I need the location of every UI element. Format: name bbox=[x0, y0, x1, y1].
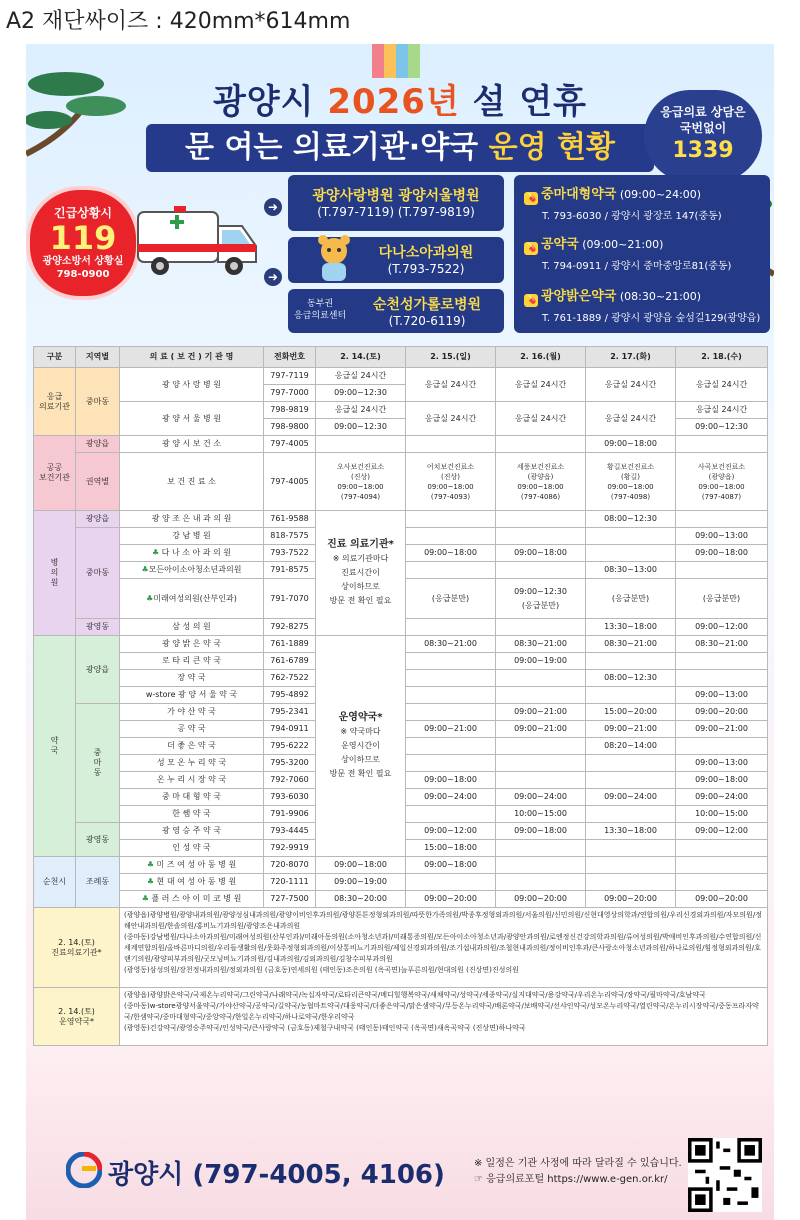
hours-cell bbox=[676, 670, 768, 687]
phone-cell: 792-7060 bbox=[264, 772, 316, 789]
pharmacy-highlight-box bbox=[514, 175, 770, 333]
poster bbox=[26, 44, 774, 1220]
table-header-row bbox=[34, 347, 768, 368]
clover-icon: ♣ bbox=[141, 565, 149, 574]
region-cell: 광양읍 bbox=[76, 636, 120, 704]
table-row bbox=[34, 857, 768, 874]
hours-cell: (응급분만) bbox=[586, 579, 676, 619]
header-cell: 2. 14.(토) bbox=[316, 347, 406, 368]
header-cell: 구분 bbox=[34, 347, 76, 368]
hours-cell: 09:00~18:00 bbox=[676, 545, 768, 562]
hours-cell: 응급실 24시간 bbox=[676, 368, 768, 402]
hours-cell: 13:30~18:00 bbox=[586, 823, 676, 840]
phone-cell: 762-7522 bbox=[264, 670, 316, 687]
hours-cell bbox=[586, 687, 676, 704]
hours-cell bbox=[496, 436, 586, 453]
pharmacy-item: 💊 광양밝은약국 (08:30~21:00) T. 761-1889 / 광양시 광양읍 숲섬길129(광양읍) bbox=[525, 289, 761, 324]
institution-name: ♣ 플 러 스 아 이 미 코 병 원 bbox=[120, 891, 264, 908]
hours-cell: 사곡보건진료소 (광양읍) 09:00~18:00 (797-4087) bbox=[676, 453, 768, 511]
pharmacy-item: 💊 공약국 (09:00~21:00) T. 794-0911 / 광양시 중마중앙로81(중동) bbox=[525, 237, 732, 272]
institution-name: 광 양 밝 은 약 국 bbox=[120, 636, 264, 653]
emergency-119-badge: 긴급상황시 119 광양소방서 상황실 798-0900 bbox=[26, 186, 140, 300]
institution-name: 광 양 서 울 병 원 bbox=[120, 402, 264, 436]
ribbon-decoration bbox=[396, 44, 408, 78]
phone-cell: 791-8575 bbox=[264, 562, 316, 579]
hours-cell: 09:00~21:00 bbox=[406, 721, 496, 738]
hours-cell bbox=[676, 738, 768, 755]
hours-cell: 09:00~24:00 bbox=[496, 789, 586, 806]
note-label: 2. 14.(토) 운영약국* bbox=[34, 988, 120, 1046]
hours-cell bbox=[676, 653, 768, 670]
phone-cell: 761-1889 bbox=[264, 636, 316, 653]
table-row bbox=[34, 908, 768, 988]
hours-cell: 10:00~15:00 bbox=[676, 806, 768, 823]
phone-cell: 797-4005 bbox=[264, 436, 316, 453]
institution-name: ♣모든아이소아청소년과의원 bbox=[120, 562, 264, 579]
hours-cell bbox=[316, 436, 406, 453]
hours-cell: 09:00~21:00 bbox=[586, 721, 676, 738]
regional-prefix: 동부권 bbox=[307, 299, 334, 309]
hours-cell: 09:00~20:00 bbox=[676, 704, 768, 721]
hours-cell: 10:00~15:00 bbox=[496, 806, 586, 823]
pill-icon: 💊 bbox=[525, 193, 537, 203]
institution-name: 광 양 사 랑 병 원 bbox=[120, 368, 264, 402]
institution-name: 온 누 리 시 장 약 국 bbox=[120, 772, 264, 789]
hours-cell: 09:00~12:00 bbox=[676, 619, 768, 636]
bear-mascot-icon bbox=[314, 235, 354, 283]
table-row bbox=[34, 402, 768, 419]
hours-cell bbox=[676, 840, 768, 857]
hours-cell bbox=[406, 806, 496, 823]
hours-cell: 09:00~19:00 bbox=[316, 874, 406, 891]
pill-icon: 💊 bbox=[525, 243, 537, 253]
hours-cell bbox=[406, 653, 496, 670]
hours-cell: 09:00~13:00 bbox=[676, 755, 768, 772]
hospital-box-regional-center: 동부권 응급의료센터 순천성가롤로병원 (T.720-6119) bbox=[288, 289, 504, 333]
hours-cell bbox=[586, 528, 676, 545]
hours-cell bbox=[496, 562, 586, 579]
hours-cell bbox=[496, 528, 586, 545]
phone-cell: 791-7070 bbox=[264, 579, 316, 619]
clover-icon: ♣ bbox=[146, 877, 154, 886]
hours-cell: (응급분만) bbox=[406, 579, 496, 619]
table-row bbox=[34, 874, 768, 891]
institution-name: 장 약 국 bbox=[120, 670, 264, 687]
ambulance-icon bbox=[134, 204, 260, 280]
hours-cell bbox=[406, 687, 496, 704]
hours-cell: 08:00~12:30 bbox=[586, 511, 676, 528]
group-cell: 병 의 원 bbox=[34, 511, 76, 636]
table-row bbox=[34, 891, 768, 908]
group-cell: 공공 보건기관 bbox=[34, 436, 76, 511]
note-label: 2. 14.(토) 진료의료기관* bbox=[34, 908, 120, 988]
phone-cell: 798-9800 bbox=[264, 419, 316, 436]
institution-name: 광 양 조 은 내 과 의 원 bbox=[120, 511, 264, 528]
hours-cell: 09:00~20:00 bbox=[586, 891, 676, 908]
hours-cell: 08:30~20:00 bbox=[316, 891, 406, 908]
hospital-box-emergency: 광양사랑병원 광양서울병원 (T.797-7119) (T.797-9819) bbox=[288, 175, 504, 231]
clover-icon: ♣ bbox=[146, 860, 154, 869]
hours-cell: 오사보건진료소 (진상) 09:00~18:00 (797-4094) bbox=[316, 453, 406, 511]
pill-icon: 💊 bbox=[525, 295, 537, 305]
hours-cell: 08:20~14:00 bbox=[586, 738, 676, 755]
hours-cell: 응급실 24시간 bbox=[406, 402, 496, 436]
hours-cell bbox=[406, 562, 496, 579]
hospital-notice-cell bbox=[316, 511, 406, 636]
hours-cell bbox=[586, 545, 676, 562]
institution-name: 더 좋 은 약 국 bbox=[120, 738, 264, 755]
hours-cell: 09:00~24:00 bbox=[586, 789, 676, 806]
hours-cell bbox=[676, 511, 768, 528]
region-cell: 광영동 bbox=[76, 619, 120, 636]
hours-cell: 09:00~20:00 bbox=[676, 891, 768, 908]
phone-cell: 797-4005 bbox=[264, 453, 316, 511]
hours-cell: 09:00~18:00 bbox=[316, 857, 406, 874]
header-cell: 지역별 bbox=[76, 347, 120, 368]
hours-cell: 09:00~18:00 bbox=[496, 545, 586, 562]
hours-cell bbox=[496, 840, 586, 857]
hours-cell: 응급실 24시간 bbox=[406, 368, 496, 402]
group-cell: 순천시 bbox=[34, 857, 76, 908]
hours-cell: 09:00~12:30 bbox=[316, 385, 406, 402]
institution-name: 광 양 시 보 건 소 bbox=[120, 436, 264, 453]
hours-cell: 09:00~21:00 bbox=[496, 721, 586, 738]
region-cell: 중마동 bbox=[76, 528, 120, 619]
hours-cell: 09:00~18:00 bbox=[496, 823, 586, 840]
footer-contact: 광양시 (797-4005, 4106) bbox=[108, 1160, 445, 1190]
phone-cell: 793-6030 bbox=[264, 789, 316, 806]
phone-cell: 793-7522 bbox=[264, 545, 316, 562]
group-cell: 응급 의료기관 bbox=[34, 368, 76, 436]
hours-cell bbox=[496, 511, 586, 528]
pharmacy-item: 💊 중마대형약국 (09:00~24:00) T. 793-6030 / 광양시 광장로 147(중동) bbox=[525, 187, 722, 222]
main-title: 광양시 2026년 설 연휴 bbox=[212, 82, 588, 122]
hours-cell: 13:30~18:00 bbox=[586, 619, 676, 636]
hours-cell: 09:00~12:00 bbox=[406, 823, 496, 840]
table-row bbox=[34, 636, 768, 653]
hours-cell bbox=[496, 687, 586, 704]
arrow-right-icon: ➜ bbox=[264, 198, 282, 216]
hours-cell bbox=[676, 874, 768, 891]
hours-cell bbox=[406, 511, 496, 528]
region-cell: 조례동 bbox=[76, 857, 120, 908]
hours-cell: (응급분만) bbox=[676, 579, 768, 619]
hours-cell bbox=[406, 619, 496, 636]
institution-name: 광 영 승 주 약 국 bbox=[120, 823, 264, 840]
hours-cell: 15:00~20:00 bbox=[586, 704, 676, 721]
hours-cell bbox=[586, 857, 676, 874]
header-cell: 2. 16.(월) bbox=[496, 347, 586, 368]
phone-cell: 792-8275 bbox=[264, 619, 316, 636]
hours-cell bbox=[586, 772, 676, 789]
hours-cell: 09:00~19:00 bbox=[496, 653, 586, 670]
institution-name: 강 남 병 원 bbox=[120, 528, 264, 545]
table-row bbox=[34, 988, 768, 1046]
institution-name: 보 건 진 료 소 bbox=[120, 453, 264, 511]
table-row bbox=[34, 368, 768, 385]
hours-cell: 응급실 24시간 bbox=[496, 368, 586, 402]
region-cell: 중마동 bbox=[76, 368, 120, 436]
hours-cell: 응급실 24시간 bbox=[586, 402, 676, 436]
hours-cell bbox=[586, 653, 676, 670]
hours-cell: 응급실 24시간 bbox=[586, 368, 676, 402]
hours-cell bbox=[406, 670, 496, 687]
phone-cell: 795-3200 bbox=[264, 755, 316, 772]
phone-cell: 798-9819 bbox=[264, 402, 316, 419]
clover-icon: ♣ bbox=[151, 548, 160, 557]
hours-cell: 09:00~18:00 bbox=[406, 772, 496, 789]
hours-cell: 09:00~12:30 (응급분만) bbox=[496, 579, 586, 619]
hours-cell bbox=[496, 857, 586, 874]
hours-cell bbox=[406, 738, 496, 755]
note-text: (광양읍)광양병원/광양내과의원/광양성심내과의원/광양이비인후과의원/광양튼튼정형외과의원/따뜻한가족의원/박종후정형외과의원/서울의원/신민의원/신현대영상의학과/연합의원/우리신경외과의원/자모의원/정해안내과의원/한솔의원/홍비뇨기과의원/광양조은내과의원 (중마동)강남병원/다나소아과의원/미래여성의원(산부인과)/미래아동의원(소아청소년과)/미래통증의원/모든아이소아청소년과/광양안과의원/로엔정신건강의학과의원/류여성의원/박애비인후과의원/수연합의원/신세계연합의원/올바른마디의원/우리들생활의원/웃화주정형외과의원/이상통비뇨기과의원/제일신경외과의원/조기섭내과의원/조철현내과의원/정이비인후과/큰사랑소아청소년과의원/하나로의원/힘정형외과의원/호랜기의원/광양피부과의원/굿모닝비뇨기과의원/김내과의원/김외과의원/김창수피부과의원 (광영동)삼성의원/장천정내과의원/정외과의원 (금호동)연세의원 (태인동)조은의원 (옥곡면)늘푸른의원/현대의원 (진상면)진성의원 bbox=[120, 908, 768, 988]
hours-cell bbox=[496, 670, 586, 687]
hours-cell bbox=[676, 562, 768, 579]
hours-cell: 응급실 24시간 bbox=[316, 368, 406, 385]
table-row bbox=[34, 436, 768, 453]
hours-cell bbox=[406, 874, 496, 891]
pharmacy-notice-cell bbox=[316, 636, 406, 857]
region-cell: 권역별 bbox=[76, 453, 120, 511]
phone-cell: 761-6789 bbox=[264, 653, 316, 670]
region-cell: 광양읍 bbox=[76, 511, 120, 528]
hours-cell: 08:30~21:00 bbox=[676, 636, 768, 653]
institution-name: 한 쌤 약 국 bbox=[120, 806, 264, 823]
hours-cell: 09:00~21:00 bbox=[676, 721, 768, 738]
hours-cell: 09:00~13:00 bbox=[676, 687, 768, 704]
hours-cell: 09:00~20:00 bbox=[496, 891, 586, 908]
institution-name: ♣ 미 즈 여 성 아 동 병 원 bbox=[120, 857, 264, 874]
region-cell: 중 마 동 bbox=[76, 704, 120, 823]
footer-note-line: ※ 일정은 기관 사정에 따라 달라질 수 있습니다. bbox=[474, 1158, 682, 1169]
phone-cell: 720-8070 bbox=[264, 857, 316, 874]
hours-cell: 09:00~21:00 bbox=[496, 704, 586, 721]
hours-cell: 08:30~13:00 bbox=[586, 562, 676, 579]
institution-name: ♣미래여성의원(산부인과) bbox=[120, 579, 264, 619]
notice-text: ※ 의료기관마다 진료시간이 상이하므로 방문 전 확인 필요 bbox=[329, 554, 392, 605]
ribbon-decoration bbox=[384, 44, 396, 78]
institution-name: ♣ 현 대 여 성 아 동 병 원 bbox=[120, 874, 264, 891]
phone-cell: 761-9588 bbox=[264, 511, 316, 528]
hours-cell: 응급실 24시간 bbox=[676, 402, 768, 419]
hours-cell bbox=[496, 738, 586, 755]
phone-cell: 795-2341 bbox=[264, 704, 316, 721]
region-cell: 광양읍 bbox=[76, 436, 120, 453]
hours-cell: 09:00~12:30 bbox=[316, 419, 406, 436]
phone-cell: 797-7000 bbox=[264, 385, 316, 402]
institution-name: 로 타 리 큰 약 국 bbox=[120, 653, 264, 670]
hours-cell bbox=[586, 806, 676, 823]
phone-cell: 794-0911 bbox=[264, 721, 316, 738]
institution-name: 삼 성 의 원 bbox=[120, 619, 264, 636]
notice-title: 운영약국* bbox=[338, 712, 383, 723]
clover-icon: ♣ bbox=[146, 593, 154, 603]
hours-cell: 09:00~18:00 bbox=[586, 436, 676, 453]
header-cell: 2. 17.(화) bbox=[586, 347, 676, 368]
hospital-box-pediatric: 다나소아과의원 (T.793-7522) bbox=[288, 237, 504, 283]
phone-cell: 795-4892 bbox=[264, 687, 316, 704]
hours-cell: 08:30~21:00 bbox=[586, 636, 676, 653]
hours-cell bbox=[586, 874, 676, 891]
hours-cell bbox=[406, 755, 496, 772]
table-row bbox=[34, 453, 768, 511]
note-text: (광양읍)광양밝은약국/국제온누리약국/그린약국/나래약국/녹십자약국/로타리큰약국/메디힐행복약국/새채약국/성약국/세종약국/실지대약국/용강약국/우리온누리약국/장약국/필마약국/호남약국 (중마동)w-store광양서울약국/가야산약국/공약국/길약국/농협마트약국/대웅약국/더좋은약국/맑은샘약국/무등온누리약국/배론약국/보배약국/선샤인약국/성모온누리약국/열린약국/온누리시장약국/중동프라자약국/한샘약국/중마대형약국/중앙약국/한일온누리약국/하나로약국/한우리약국 (광영동)건강약국/광영승주약국/인성약국/큰사랑약국 (금호동)제철구내약국 (태인동)태인약국 (옥곡면)새옥곡약국 (진상면)하나약국 bbox=[120, 988, 768, 1046]
hours-cell bbox=[586, 840, 676, 857]
hours-cell bbox=[496, 874, 586, 891]
group-cell: 약 국 bbox=[34, 636, 76, 857]
notice-title: 진료 의료기관* bbox=[327, 539, 394, 550]
institution-name: ♣ 다 나 소 아 과 의 원 bbox=[120, 545, 264, 562]
hours-cell: 09:00~18:00 bbox=[406, 857, 496, 874]
hours-cell: 09:00~18:00 bbox=[406, 545, 496, 562]
institution-name: 공 약 국 bbox=[120, 721, 264, 738]
hours-cell bbox=[406, 436, 496, 453]
hours-cell bbox=[586, 755, 676, 772]
hours-cell bbox=[496, 619, 586, 636]
institution-name: 인 성 약 국 bbox=[120, 840, 264, 857]
hours-cell: 어치보건진료소 (진상) 09:00~18:00 (797-4093) bbox=[406, 453, 496, 511]
footer-notes bbox=[474, 1156, 682, 1188]
ribbon-decoration bbox=[408, 44, 420, 78]
hours-cell: 응급실 24시간 bbox=[496, 402, 586, 436]
phone-cell: 727-7500 bbox=[264, 891, 316, 908]
gwangyang-logo-icon bbox=[66, 1152, 102, 1188]
hours-cell bbox=[496, 772, 586, 789]
hours-cell bbox=[406, 528, 496, 545]
hours-cell: 09:00~24:00 bbox=[406, 789, 496, 806]
arrow-right-icon: ➜ bbox=[264, 268, 282, 286]
phone-cell: 793-4445 bbox=[264, 823, 316, 840]
phone-cell: 791-9906 bbox=[264, 806, 316, 823]
hours-cell: 08:30~21:00 bbox=[496, 636, 586, 653]
hours-cell: 08:00~12:30 bbox=[586, 670, 676, 687]
notice-text: ※ 약국마다 운영시간이 상이하므로 방문 전 확인 필요 bbox=[329, 727, 392, 778]
ribbon-decoration bbox=[372, 44, 384, 78]
institution-name: w-store 광 양 서 울 약 국 bbox=[120, 687, 264, 704]
hours-cell: 09:00~20:00 bbox=[406, 891, 496, 908]
hours-cell: 09:00~18:00 bbox=[676, 772, 768, 789]
footer-link[interactable]: ☞ 응급의료포털 https://www.e-gen.or.kr/ bbox=[474, 1174, 668, 1185]
qr-code-icon[interactable] bbox=[688, 1138, 762, 1212]
phone-cell: 797-7119 bbox=[264, 368, 316, 385]
cut-size-label: A2 재단싸이즈 : 420mm*614mm bbox=[6, 9, 351, 34]
hours-cell: 09:00~12:30 bbox=[676, 419, 768, 436]
hours-cell: 15:00~18:00 bbox=[406, 840, 496, 857]
hours-cell: 응급실 24시간 bbox=[316, 402, 406, 419]
institution-name: 가 야 산 약 국 bbox=[120, 704, 264, 721]
hours-cell: 09:00~12:00 bbox=[676, 823, 768, 840]
hours-cell: 세풍보건진료소 (광양읍) 09:00~18:00 (797-4086) bbox=[496, 453, 586, 511]
hours-cell: 09:00~13:00 bbox=[676, 528, 768, 545]
phone-cell: 818-7575 bbox=[264, 528, 316, 545]
hours-cell: 08:30~21:00 bbox=[406, 636, 496, 653]
institution-name: 성 모 온 누 리 약 국 bbox=[120, 755, 264, 772]
hours-cell bbox=[676, 436, 768, 453]
header-cell: 2. 15.(일) bbox=[406, 347, 496, 368]
phone-cell: 795-6222 bbox=[264, 738, 316, 755]
clover-icon: ♣ bbox=[141, 894, 149, 903]
hours-cell: 09:00~24:00 bbox=[676, 789, 768, 806]
institution-name: 중 마 대 형 약 국 bbox=[120, 789, 264, 806]
schedule-table bbox=[33, 346, 768, 1046]
hours-cell bbox=[406, 704, 496, 721]
table-row bbox=[34, 511, 768, 528]
header-cell: 의 료 ( 보 건 ) 기 관 명 bbox=[120, 347, 264, 368]
phone-cell: 720-1111 bbox=[264, 874, 316, 891]
header-cell: 2. 18.(수) bbox=[676, 347, 768, 368]
regional-prefix: 응급의료센터 bbox=[294, 311, 347, 321]
hours-cell: 황길보건진료소 (황길) 09:00~18:00 (797-4098) bbox=[586, 453, 676, 511]
hours-cell bbox=[676, 857, 768, 874]
region-cell: 광영동 bbox=[76, 823, 120, 857]
sub-title: 문 여는 의료기관·약국 운영 현황 bbox=[146, 124, 654, 172]
hotline-badge: 응급의료 상담은 국번없이 1339 bbox=[644, 90, 762, 182]
phone-cell: 792-9919 bbox=[264, 840, 316, 857]
hours-cell bbox=[496, 755, 586, 772]
header-cell: 전화번호 bbox=[264, 347, 316, 368]
